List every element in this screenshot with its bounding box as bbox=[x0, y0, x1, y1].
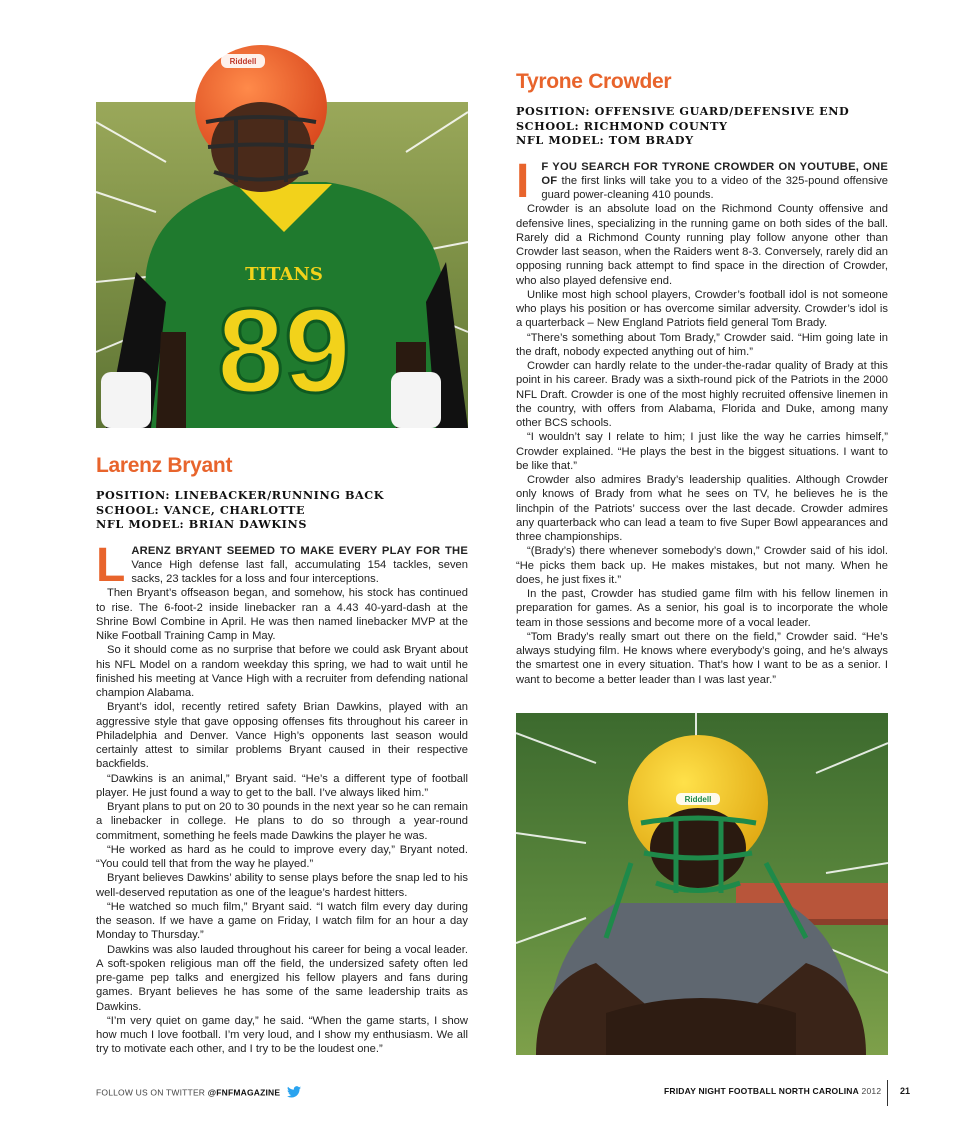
athlete-position: POSITION: LINEBACKER/RUNNING BACK bbox=[96, 488, 385, 502]
lead-paragraph bbox=[516, 154, 888, 208]
jersey-team-text: TITANS bbox=[245, 264, 323, 285]
photo-tyrone-crowder bbox=[516, 713, 888, 1055]
paragraph: Bryant’s idol, recently retired safety Brian Dawkins, played with an aggressive style that gave opposing offenses fits throughout his career in Philadelphia and Denver. Vance High’s opponents last season would certainly attest to similar problems Bryant caused in their respective backfields. bbox=[96, 701, 468, 771]
paragraph: “I’m very quiet on game day,” he said. “When the game starts, I show how much I love football. I’m very loud, and I show my enthusiasm. We all try to motivate each other, and I try to be the loudest one.” bbox=[96, 1014, 468, 1056]
article-larenz-bryant bbox=[96, 454, 468, 1057]
article-tyrone-crowder bbox=[516, 70, 888, 687]
article-body bbox=[516, 154, 888, 687]
paragraph: Bryant plans to put on 20 to 30 pounds in the next year so he can remain a linebacker in college. He plans to do so through a year-round commitment, something he feels made Dawkins the player he was. bbox=[96, 801, 468, 842]
paragraph: So it should come as no surprise that before we could ask Bryant about his NFL Model on a random weekday this spring, we had to wait until he finished his meeting at Vance High with a recruiter from defending national champion Alabama. bbox=[96, 644, 468, 699]
lead-caps: ARENZ BRYANT SEEMED TO MAKE EVERY PLAY FOR THE bbox=[131, 544, 468, 557]
paragraph: Crowder also admires Brady’s leadership qualities. Although Crowder only knows of Brady from what he sees on TV, he believes he is the linchpin of the Patriots’ success over the last decade. Crowder admires any quarterback who can lead a team to five Super Bowl appearances and three championships. bbox=[516, 474, 888, 543]
athlete-meta bbox=[96, 488, 468, 532]
athlete-meta bbox=[516, 104, 888, 148]
paragraph: “I wouldn’t say I relate to him; I just like the way he carries himself,” Crowder explained. “He plays the best in the biggest situations. I want to be like that.” bbox=[516, 431, 888, 472]
paragraph: “He worked as hard as he could to improve every day,” Bryant noted. “You could tell that from the way he played.” bbox=[96, 843, 468, 870]
footer-follow bbox=[96, 1086, 301, 1100]
article-body bbox=[96, 538, 468, 1057]
paragraph: Unlike most high school players, Crowder’s football idol is not someone who plays his position or has overcome similar adversity. Crowder’s idol is a quarterback – New England Patriots field general Tom Brady. bbox=[516, 288, 888, 330]
athlete-name: Larenz Bryant bbox=[96, 454, 233, 477]
footer-divider bbox=[887, 1080, 888, 1106]
lead-text: the first links will take you to a video of the 325-pound offensive guard power-cleaning 410 pounds. bbox=[541, 174, 888, 201]
footer-follow-text: FOLLOW US ON TWITTER bbox=[96, 1087, 206, 1098]
photo-larenz-bryant bbox=[96, 57, 468, 428]
paragraph: “Tom Brady’s really smart out there on the field,” Crowder said. “He’s always studying film. He knows where everybody’s going, and he’s always the smartest one in every situation. That’s how I want to be as a senior. I want to become a better leader than I was last year.” bbox=[516, 630, 888, 686]
page-number: 21 bbox=[900, 1086, 911, 1096]
paragraph: Dawkins was also lauded throughout his career for being a vocal leader. A soft-spoken religious man off the field, the undersized safety often led pre-game pep talks and energized his fellow players and fans during games. Bryant believes he has some of the same leadership traits as Dawkins. bbox=[96, 943, 468, 1013]
publication-year: 2012 bbox=[861, 1086, 882, 1096]
footer-publication bbox=[664, 1086, 881, 1096]
athlete-nfl-model: NFL MODEL: BRIAN DAWKINS bbox=[96, 517, 308, 531]
athlete-position: POSITION: OFFENSIVE GUARD/DEFENSIVE END bbox=[516, 104, 850, 118]
drop-cap: L bbox=[96, 538, 126, 592]
lead-caps: F YOU SEARCH FOR TYRONE CROWDER ON YOUTUBE, ONE OF bbox=[541, 160, 888, 187]
drop-cap: I bbox=[516, 154, 530, 208]
helmet-brand-text: Riddell bbox=[684, 795, 712, 804]
athlete-school: SCHOOL: RICHMOND COUNTY bbox=[516, 118, 728, 133]
helmet-brand-text: Riddell bbox=[229, 57, 257, 66]
jersey-number-text: 89 bbox=[217, 284, 351, 418]
lead-paragraph bbox=[96, 538, 468, 592]
paragraph: Bryant believes Dawkins’ ability to sense plays before the snap led to his well-deserved reputation as one of the league’s hardest hitters. bbox=[96, 872, 468, 899]
twitter-bird-icon[interactable] bbox=[287, 1086, 301, 1100]
athlete-school: SCHOOL: VANCE, CHARLOTTE bbox=[96, 502, 306, 517]
athlete-name: Tyrone Crowder bbox=[516, 70, 672, 93]
twitter-handle[interactable]: @FNFMAGAZINE bbox=[207, 1087, 281, 1098]
paragraph: “Dawkins is an animal,” Bryant said. “He’s a different type of football player. He just found a way to get to the ball. I’ve always liked him.” bbox=[96, 772, 468, 799]
paragraph: Crowder can hardly relate to the under-the-radar quality of Brady at this point in his career. Brady was a sixth-round pick of the Patriots in the 2000 NFL Draft. Crowder is one of the most highly recruited offensive linemen in the country, with offers from Alabama, Florida and Duke, among many other BCS schools. bbox=[516, 360, 888, 429]
paragraph: “(Brady’s) there whenever somebody’s down,” Crowder said of his idol. “He picks them back up. He makes mistakes, but not many. When he does, he just fixes it.” bbox=[516, 545, 888, 586]
publication-name: FRIDAY NIGHT FOOTBALL NORTH CAROLINA bbox=[664, 1086, 859, 1096]
paragraph: In the past, Crowder has studied game film with his fellow linemen in preparation for games. As a senior, his goal is to incorporate the whole team in those sessions and become more of a vocal leader. bbox=[516, 588, 888, 629]
paragraph: Crowder is an absolute load on the Richmond County offensive and defensive lines, specializing in the running game on both sides of the ball. Rarely did a Richmond County running play follow anyone other than Crowder last season, when the Raiders went 8-3. Conversely, rarely did an opposing running back attempt to find space in the direction of Crowder, who also played defensive end. bbox=[516, 203, 888, 287]
lead-text: Vance High defense last fall, accumulating 154 tackles, seven sacks, 23 tackles for a loss and four interceptions. bbox=[131, 558, 468, 585]
paragraph: “There’s something about Tom Brady,” Crowder said. “Him going late in the draft, nobody expected anything out of him.” bbox=[516, 331, 888, 358]
athlete-nfl-model: NFL MODEL: TOM BRADY bbox=[516, 133, 694, 147]
paragraph: “He watched so much film,” Bryant said. “I watch film every day during the season. If we have a game on Friday, I watch film for an hour a day Monday to Thursday.” bbox=[96, 900, 468, 942]
paragraph: Then Bryant’s offseason began, and somehow, his stock has continued to rise. The 6-foot-2 inside linebacker ran a 4.43 40-yard-dash at the Shrine Bowl Combine in April. He was then named linebacker MVP at the Nike Football Training Camp in May. bbox=[96, 587, 468, 642]
